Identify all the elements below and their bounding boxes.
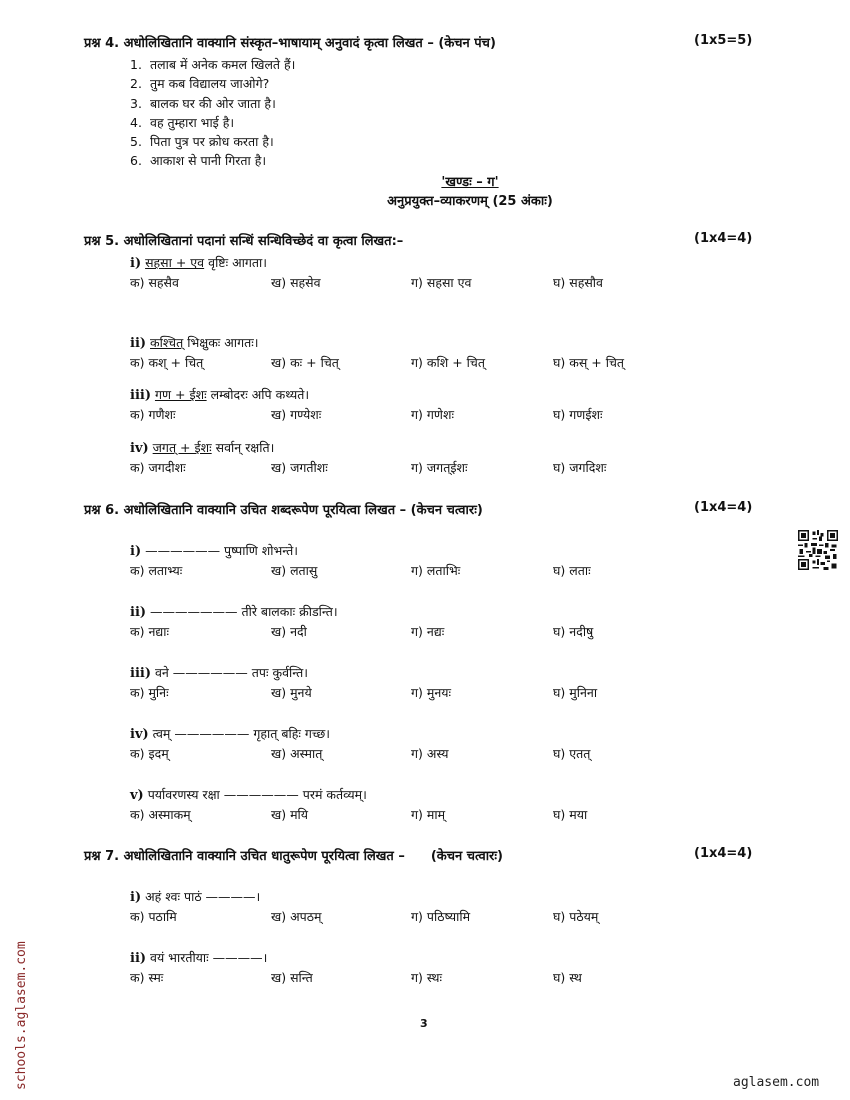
option-gha: घ) जगदिशः (553, 460, 607, 475)
option-ka: क) पठामि (130, 909, 177, 924)
option-gha: घ) कस् + चित् (553, 355, 625, 370)
option-kha: ख) अस्मात् (271, 746, 323, 761)
option-ga: ग) जगत्ईशः (411, 460, 468, 475)
option-kha: ख) मुनये (271, 685, 312, 700)
option-kha: ख) नदी (271, 624, 307, 639)
list-item: 4. वह तुम्हारा भाई है। (130, 114, 235, 130)
q6-item-5-stem: v) पर्यावरणस्य रक्षा —————— परमं कर्तव्यम्। (130, 787, 367, 803)
q7-item-1-stem: i) अहं श्वः पाठं ————। (130, 889, 261, 905)
option-ka: क) नद्याः (130, 624, 170, 639)
option-ka: क) सहसैव (130, 275, 179, 290)
option-kha: ख) लतासु (271, 563, 318, 578)
q7-heading: प्रश्न 7. अधोलिखितानि वाक्यानि उचित धातुरूपेण पूरयित्वा लिखत – (केचन चत्वारः) (84, 849, 503, 864)
option-kha: ख) कः + चित् (271, 355, 339, 370)
q6-item-1-stem: i) —————— पुष्पाणि शोभन्ते। (130, 543, 298, 559)
q6-item-2-stem: ii) ——————— तीरे बालकाः क्रीडन्ति। (130, 604, 338, 620)
q5-item-1-options (130, 274, 690, 292)
q6-marks: (1x4=4) (694, 500, 753, 515)
option-ga: ग) माम् (411, 807, 446, 822)
list-item: 1. तलाब में अनेक कमल खिलते हैं। (130, 57, 296, 72)
list-item: 3. बालक घर की ओर जाता है। (130, 95, 276, 111)
q6-item-4-stem: iv) त्वम् —————— गृहात् बहिः गच्छ। (130, 726, 330, 742)
option-ga: ग) कशि + चित् (411, 355, 485, 370)
option-gha: घ) पठेयम् (553, 909, 599, 924)
option-kha: ख) अपठम् (271, 909, 322, 924)
q5-item-1-stem: i) सहसा + एव वृष्टिः आगता। (130, 255, 268, 271)
q6-item-5-options (130, 806, 690, 824)
option-kha: ख) मयि (271, 807, 309, 822)
q5-item-4-options (130, 459, 690, 477)
q4-heading: प्रश्न 4. अधोलिखितानि वाक्यानि संस्कृत–भाषायाम् अनुवादं कृत्वा लिखत – (केचन पंच) (84, 36, 496, 51)
q6-item-3-options (130, 684, 690, 702)
q6-item-3-stem: iii) वने —————— तपः कुर्वन्ति। (130, 665, 309, 681)
q5-item-2-options (130, 354, 690, 372)
side-watermark: schools.aglasem.com (14, 941, 29, 1090)
q6-item-2-options (130, 623, 690, 641)
option-ka: क) मुनिः (130, 685, 169, 700)
option-kha: ख) सहसेव (271, 275, 321, 290)
option-kha: ख) जगतीशः (271, 460, 328, 475)
option-gha: घ) मुनिना (553, 685, 598, 700)
page-number: 3 (420, 1017, 428, 1030)
footer-watermark: aglasem.com (733, 1075, 820, 1090)
q4-sentence-list (130, 55, 295, 171)
q5-item-3-stem: iii) गण + ईशः लम्बोदरः अपि कथ्यते। (130, 387, 310, 403)
list-item: 6. आकाश से पानी गिरता है। (130, 153, 267, 169)
option-ka: क) जगदीशः (130, 460, 186, 475)
q7-item-2-options (130, 969, 690, 987)
q7-marks: (1x4=4) (694, 846, 753, 861)
option-ga: ग) लताभिः (411, 563, 461, 578)
option-ga: ग) पठिष्यामि (411, 909, 471, 924)
q5-item-4-stem: iv) जगत् + ईशः सर्वान् रक्षति। (130, 440, 275, 456)
q5-item-3-options (130, 406, 690, 424)
option-gha: घ) नदीषु (553, 624, 594, 639)
option-ka: क) स्मः (130, 970, 164, 985)
option-ga: ग) अस्य (411, 746, 449, 761)
q5-heading: प्रश्न 5. अधोलिखितानां पदानां सन्धिं सन्धिविच्छेदं वा कृत्वा लिखत:– (84, 234, 404, 249)
q5-item-2-stem: ii) कश्चित् भिक्षुकः आगतः। (130, 335, 259, 351)
qr-code-icon (798, 530, 838, 570)
option-ka: क) अस्माकम् (130, 807, 191, 822)
section-subtitle: अनुप्रयुक्त–व्याकरणम् (25 अंकाः) (387, 194, 553, 209)
q7-item-1-options (130, 908, 690, 926)
q6-item-4-options (130, 745, 690, 763)
option-gha: घ) मया (553, 807, 588, 822)
option-gha: घ) गणईशः (553, 407, 603, 422)
option-gha: घ) लताः (553, 563, 591, 578)
option-ka: क) लताभ्यः (130, 563, 183, 578)
q6-heading: प्रश्न 6. अधोलिखितानि वाक्यानि उचित शब्दरूपेण पूरयित्वा लिखत – (केचन चत्वारः) (84, 503, 483, 518)
option-kha: ख) गण्येशः (271, 407, 322, 422)
section-title: 'खण्डः – ग' (441, 175, 499, 190)
q6-item-1-options (130, 562, 690, 580)
option-gha: घ) स्थ (553, 970, 582, 985)
option-ka: क) गणैशः (130, 407, 176, 422)
option-kha: ख) सन्ति (271, 970, 313, 985)
list-item: 5. पिता पुत्र पर क्रोध करता है। (130, 134, 274, 150)
option-ga: ग) गणेशः (411, 407, 454, 422)
q5-marks: (1x4=4) (694, 231, 753, 246)
option-ga: ग) मुनयः (411, 685, 452, 700)
q7-item-2-stem: ii) वयं भारतीयाः ————। (130, 950, 268, 966)
option-gha: घ) सहसौव (553, 275, 603, 290)
option-gha: घ) एतत् (553, 746, 591, 761)
option-ga: ग) स्थः (411, 970, 443, 985)
option-ga: ग) नद्यः (411, 624, 445, 639)
option-ka: क) कश् + चित् (130, 355, 204, 370)
q7-heading-note: (केचन चत्वारः) (430, 849, 503, 864)
option-ka: क) इदम् (130, 746, 169, 761)
option-ga: ग) सहसा एव (411, 275, 472, 290)
q4-marks: (1x5=5) (694, 33, 753, 48)
list-item: 2. तुम कब विद्यालय जाओगे? (130, 76, 270, 92)
